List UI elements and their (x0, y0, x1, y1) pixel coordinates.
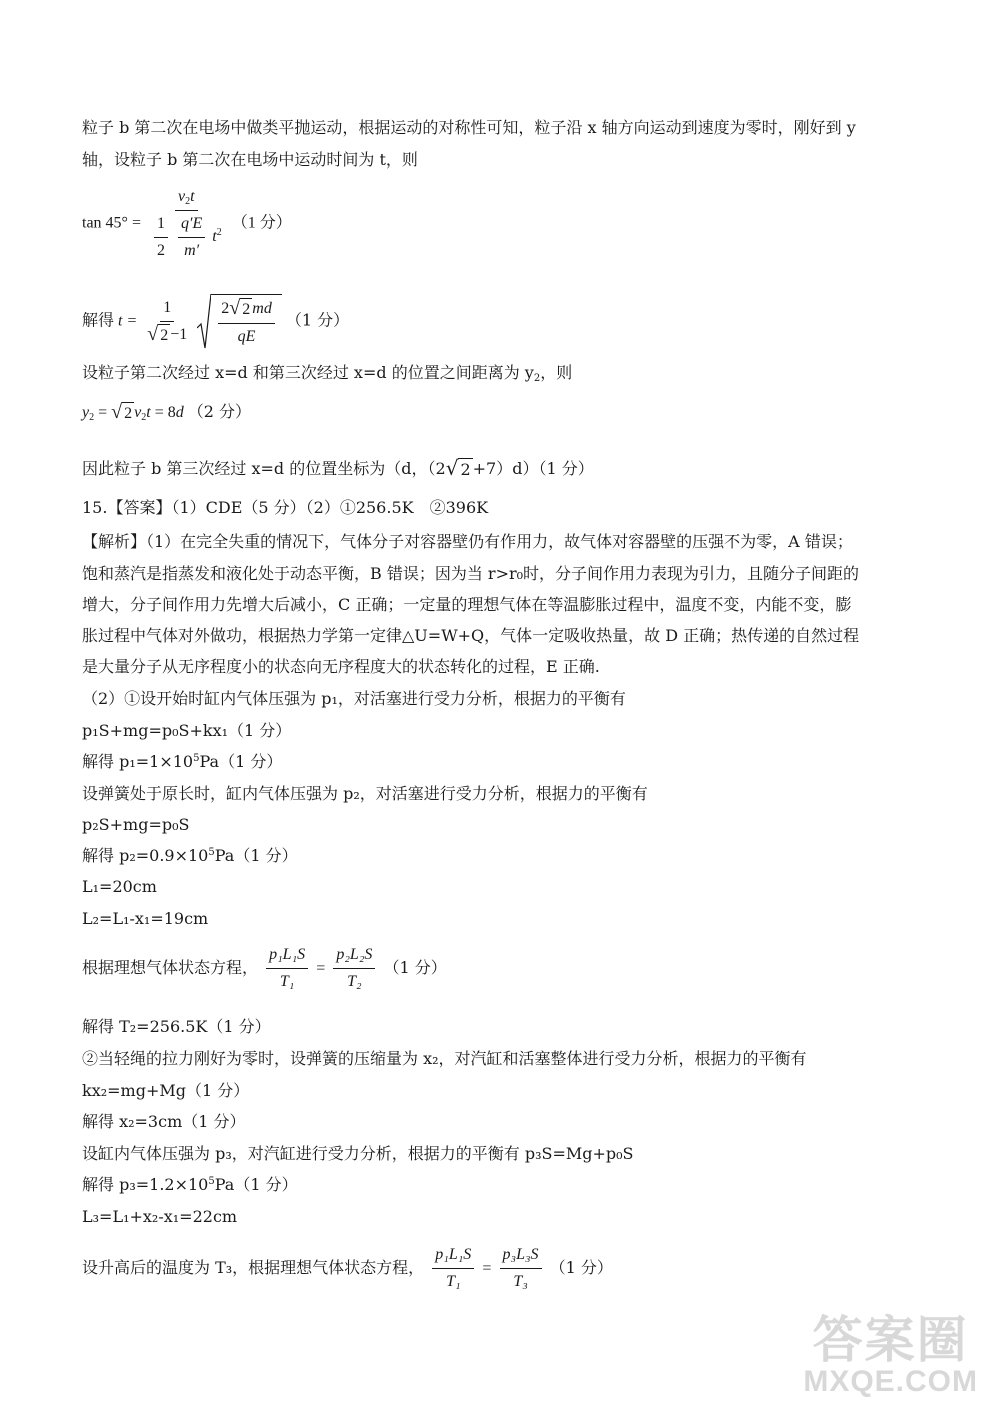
analysis-line: 是大量分子从无序程度小的状态向无序程度大的状态转化的过程，E 正确. (82, 657, 600, 676)
equation-t-solution: 解得 t = 1 √ 2 −1 2 √ 2 md qE （1 分） (82, 294, 349, 350)
solution-line: L₃=L₁+x₂-x₁=22cm (82, 1207, 238, 1226)
watermark-logo (803, 1310, 978, 1398)
solution-line: L₂=L₁-x₁=19cm (82, 909, 209, 928)
solution-line: 设缸内气体压强为 p₃，对汽缸进行受力分析，根据力的平衡有 p₃S=Mg+p₀S (82, 1144, 634, 1163)
analysis-line: 【解析】（1）在完全失重的情况下，气体分子对容器壁仍有作用力，故气体对容器壁的压强不为零，A 错误； (82, 532, 853, 551)
paragraph-line: 设粒子第二次经过 x=d 和第三次经过 x=d 的位置之间距离为 $y_2$，则 (82, 363, 573, 384)
solution-line: L₁=20cm (82, 877, 157, 896)
watermark-url: MXQE.COM (803, 1365, 978, 1398)
solution-line: 解得 $p_3=1.2\times 10^5Pa(1$ 分） (82, 1175, 298, 1194)
solution-line: kx₂=mg+Mg（1 分） (82, 1081, 250, 1100)
equation-tan45 (82, 186, 292, 262)
solution-line: 解得 x₂=3cm（1 分） (82, 1112, 246, 1131)
main-fraction: $v_2t$ $\frac{1}{2}$ $\frac{q'E}{m'}$ $t^2$ (148, 186, 225, 262)
paragraph-line: 因此粒子 b 第三次经过 x=d 的位置坐标为（d，（2 √ 2 +7）d）（1 分） (82, 456, 594, 480)
watermark-text: 答案圈 (812, 1310, 969, 1369)
radical: 2 √ 2 md qE (197, 294, 282, 350)
solution-line: ②当轻绳的拉力刚好为零时，设弹簧的压缩量为 x₂，对汽缸和活塞整体进行受力分析，根据力的平衡有 (82, 1049, 807, 1068)
analysis-line: 增大，分子间作用力先增大后减小，C 正确；一定量的理想气体在等温膨胀过程中，温度不变，内能不变，膨 (82, 595, 852, 614)
solution-line: 解得 T₂=256.5K（1 分） (82, 1017, 271, 1036)
analysis-line: 饱和蒸汽是指蒸发和液化处于动态平衡，B 错误；因为当 r>r₀时，分子间作用力表现为引力，且随分子间距的 (82, 564, 860, 583)
equation-y2: $y_2$ = √ 2 $v_2t = 8d$ （2 分） (82, 400, 251, 423)
solution-line: 设弹簧处于原长时，缸内气体压强为 p₂，对活塞进行受力分析，根据力的平衡有 (82, 784, 648, 803)
eq-lhs: tan 45° = (82, 214, 141, 232)
equation-state-2: 设升高后的温度为 T₃，根据理想气体状态方程， $\frac{\text{p₁L₁S}}{\text{T₁}}$ = $\frac{\text{p₃L₃S}}{\text{T₃}}$ （1 分） (82, 1246, 613, 1290)
solution-line: 解得 $p_2=0.9\times 10^5Pa(1$ 分） (82, 846, 298, 865)
paragraph-line: 粒子 b 第二次在电场中做类平抛运动，根据运动的对称性可知，粒子沿 x 轴方向运动到速度为零时，刚好到 y (82, 118, 856, 137)
analysis-line: 胀过程中气体对外做功，根据热力学第一定律△U=W+Q，气体一定吸收热量，故 D 正确；热传递的自然过程 (82, 626, 860, 645)
score-label: （1 分） (231, 214, 292, 232)
answer-heading: 15.【答案】（1）CDE（5 分）（2）①256.5K ②396K (82, 498, 489, 517)
solution-line: p₂S+mg=p₀S (82, 815, 190, 834)
solution-line: 解得 $p_1=1\times 10^5Pa(1$ 分） (82, 752, 283, 771)
solution-line: （2）①设开始时缸内气体压强为 p₁，对活塞进行受力分析，根据力的平衡有 (82, 689, 626, 708)
paragraph-line: 轴，设粒子 b 第二次在电场中运动时间为 t，则 (82, 150, 418, 169)
solution-line: p₁S+mg=p₀S+kx₁（1 分） (82, 721, 292, 740)
equation-state-1: 根据理想气体状态方程， $\frac{\text{p₁L₁S}}{\text{T₁}}$ = $\frac{\text{p₂L₂S}}{\text{T₂}}$ （1 分） (82, 946, 447, 990)
